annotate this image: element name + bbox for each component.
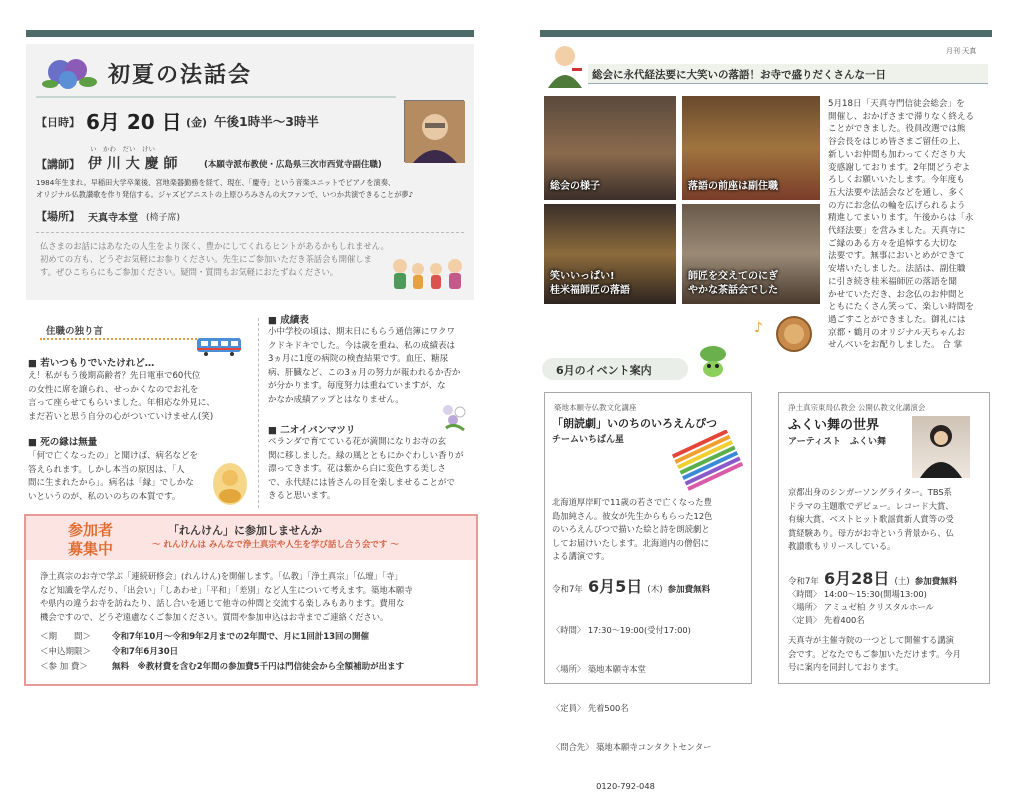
text-line: 病、肝臓など、この3ヵ月の努力が報われるか否か (268, 367, 461, 378)
column-2-heading: ■ 死の縁は無量 (28, 437, 98, 448)
detail-row: 0120-792-048 (552, 781, 655, 791)
intro-line: 仏さまのお話にはあなたの人生をより深く、豊かにしてくれるヒントがあるかもしれません。 (40, 241, 389, 251)
text-line: の女性に席を譲られ、せっかくなのでお礼を (28, 384, 199, 395)
detail-key: ＜期 間＞ (40, 632, 92, 642)
detail-row: 〈定員〉 先着500名 (552, 703, 629, 713)
left-top-bar (26, 30, 474, 37)
detail-row: 〈時間〉 14:00〜15:30(開場13:00) (788, 589, 927, 599)
text-line: 機会ですので、どうぞ遠慮なくご参加ください。質問や参加申込はお寺までご連絡ください。 (40, 611, 389, 622)
text-line: や県内の違うお寺を訪ねたり、話し合いを通じて他寺の仲間と交流する楽しみもあります。費用な (40, 598, 405, 608)
photo-tea-party (682, 204, 820, 304)
speaker-bio-line-1: 1984年生まれ。早稲田大学卒業後、宮地楽器勤務を経て、現在、「慶寺」という音楽ユニットでピアノを演奏、 (36, 178, 396, 187)
place-sub: (椅子席) (146, 213, 181, 223)
column-3-heading: ■ 成績表 (268, 315, 309, 326)
photo-caption: 笑いいっぱい! 桂米福師匠の落語 (550, 271, 630, 296)
text-line: 関に移しました。緑の風とともにかぐわしい香りが (268, 450, 464, 461)
text-line: の方にお念仏の輪を広げられるよう (828, 200, 966, 211)
speaker-portrait (404, 100, 464, 162)
text-line: 安堵いたしました。法話は、副住職 (828, 264, 966, 275)
column-2-text (28, 450, 198, 504)
column-1-text (28, 370, 215, 424)
train-icon (196, 336, 242, 356)
text-line: 代経法要」を営みました。天真寺に (828, 226, 966, 237)
event-1-era: 令和7年 (552, 585, 583, 595)
event-1-text (552, 496, 712, 564)
column-1-heading: ■ 若いつもりでいたけれど… (28, 358, 155, 369)
detail-key: ＜参 加 費＞ (40, 662, 88, 672)
text-line: 谷会長をはじめ皆さまご留任の上、 (828, 137, 966, 148)
event-1-organizer: 築地本願寺仏教文化講座 (554, 403, 637, 412)
text-line: ことができました。役員改選では熊 (828, 124, 966, 135)
text-line: まだ若いと思う自分の心がついていけません(笑) (28, 411, 214, 422)
recruit-badge-top: 参加者 (68, 521, 114, 539)
place-value: 天真寺本堂 (88, 213, 138, 224)
event-2-details (788, 588, 934, 627)
text-line: 変感謝しております。2年間どうぞよ (828, 162, 971, 173)
place-label: 【場所】 (36, 210, 80, 223)
text-line: せんべいをお配りしました。 合 掌 (828, 340, 963, 351)
detail-row: 〈場所〉 アミュゼ柏 クリスタルホール (788, 602, 934, 612)
text-line: が分かります。毎度努力は重ねていますが、な (268, 381, 446, 391)
text-line: 「何で亡くなったの」と聞けば、病名などを (28, 451, 199, 461)
detail-value: 令和7年10月〜令和9年2月までの2年間で、月に1回計13回の開催 (112, 632, 370, 642)
photo-opening-act (682, 96, 820, 200)
text-line: 京都出身のシンガーソングライター。TBS系 (788, 487, 952, 497)
text-line: 有線大賞、ベストヒット歌謡賞新人賞等の受 (788, 514, 954, 524)
text-line: 開催し、おかげさまで滞りなく終える (828, 111, 975, 122)
text-line: してお届けいたします。北海道内の僧侶に (552, 537, 709, 548)
events-title: 6月のイベント案内 (556, 364, 652, 377)
text-line: 島加純さん。彼女が先生からもらった12色 (552, 510, 713, 521)
renken-details (40, 630, 404, 675)
event-2-subtitle: アーティスト ふくい舞 (788, 437, 887, 447)
text-line: 3ヵ月に1度の病院の検査結果です。血圧、糖尿 (268, 354, 449, 364)
renken-title: 「れんけん」に参加しませんか (168, 524, 322, 537)
text-line: 漂ってきます。花は紫から白に変色する美しさ (268, 464, 446, 474)
detail-value: 令和7年6月30日 (112, 647, 179, 657)
recruit-badge (52, 516, 146, 560)
text-line: 五大法要や法話会などを通し、多く (828, 187, 966, 198)
date-weekday: (金) (186, 116, 208, 129)
right-top-bar (540, 30, 992, 37)
event-2-text (788, 486, 954, 554)
text-line: 精進してまいります。午後からは「永 (828, 213, 974, 224)
text-line: 5月18日「天真寺門信徒会総会」を (828, 99, 965, 109)
event-2-organizer: 浄土真宗東局仏教会 公開仏教文化講演会 (788, 403, 926, 412)
event-2-weekday: (土) (894, 577, 910, 587)
text-line: のいろえんぴつで描いた絵と詩を朗読劇と (552, 524, 710, 534)
column-3-text (268, 326, 460, 407)
text-line: に引き続き桂米福師匠の落語を聞 (828, 276, 957, 287)
text-line: クドキドキでした。今は歳を重ね、私の成績表は (268, 340, 456, 351)
page-title: 初夏の法話会 (108, 63, 253, 88)
date-time: 午後1時半〜3時半 (214, 114, 319, 129)
text-line: 新しいお仲間も加わってくださり大 (828, 149, 966, 160)
event-2-date: 6月28日 (824, 569, 890, 588)
text-line: かなか成績アップとはなりません。 (268, 394, 404, 405)
date-label: 【日時】 (36, 116, 80, 129)
renken-text (40, 570, 413, 624)
text-line: いというのが、私のいのちの本質です。 (28, 491, 181, 502)
text-line: ドラマの主題歌でデビュー。レコード大賞、 (788, 500, 954, 511)
text-line: 京都・鶴月のオリジナル天ちゃんお (828, 327, 966, 338)
event-2-title: ふくい舞の世界 (788, 418, 880, 433)
photo-caption: 総会の様子 (550, 181, 600, 192)
speaker-bio-line-2: オリジナル仏教讃歌を作り発信する。ジャズピアニストの上原ひろみさんの大ファンで、いつか共演できることが夢♪ (36, 190, 414, 199)
text-line: え！私がもう後期高齢者？先日電車で60代位 (28, 371, 201, 381)
photo-general-meeting (544, 96, 676, 200)
detail-row (40, 645, 404, 660)
detail-row: 〈時間〉 17:30〜19:00(受付17:00) (552, 625, 691, 635)
text-line: 答えられます。しかし本当の原因は、「人 (28, 464, 185, 475)
text-line: 北海道厚岸町で11歳の若さで亡くなった豊 (552, 497, 712, 507)
speaker-title: (本願寺派布教使・広島県三次市西覚寺副住職) (204, 160, 382, 170)
detail-value: 無料 ※教材費を含む2年間の参加費5千円は門信徒会から全額補助が出ます (112, 662, 405, 672)
event-1-weekday: (木) (647, 585, 663, 595)
svg-text:♪: ♪ (754, 320, 763, 336)
report-text (828, 98, 974, 352)
speaker-label: 【講師】 (36, 158, 80, 171)
event-1-date-row (552, 574, 710, 597)
title-divider (36, 96, 396, 98)
detail-key: ＜申込期限＞ (40, 647, 92, 657)
intro-line: 初めての方も、どうぞお気軽にお参りください。先生にご参加いただき茶話会も開催しま (40, 254, 372, 264)
text-line: ベランダで育てている花が満開になりお寺の玄 (268, 437, 447, 447)
intro-line: す。ぜひこちらにもご参加ください。疑問・質問もお気軽におたずねください。 (40, 267, 339, 277)
text-line: 法要です。無事においとめができて (828, 251, 965, 262)
family-illustration (390, 256, 470, 292)
photo-caption: 師匠を交えてのにぎ やかな茶話会でした (688, 271, 778, 296)
text-line: きると思います。 (268, 491, 336, 501)
rakugo-illustration (544, 42, 586, 88)
photo-caption: 落語の前座は副住職 (688, 181, 778, 192)
photo-rakugo (544, 204, 676, 304)
column-4-heading: ■ 二オイバンマツリ (268, 425, 356, 436)
column-divider (258, 318, 259, 508)
text-line: かせていただき、お念仏のお仲間と (828, 289, 966, 300)
detail-row: 〈場所〉 築地本願寺本堂 (552, 664, 646, 674)
detail-row (40, 630, 404, 645)
flower-illustration (436, 398, 472, 434)
text-line: よる講演です。 (552, 551, 610, 561)
colored-pencils-illustration (670, 430, 746, 492)
place-divider (36, 232, 464, 233)
report-headline: 総会に永代経法要に大笑いの落語！お寺で盛りだくさんな一日 (592, 69, 886, 81)
text-line: 言って座らせてもらいました。年相応な外見に、 (28, 398, 215, 408)
event-1-subtitle: チームいちばん星 (552, 435, 625, 445)
buddha-illustration (212, 462, 248, 506)
column-4-text (268, 436, 464, 504)
text-line: ともにたくさん笑って、楽しい時間を (828, 302, 974, 313)
detail-row: 〈問合先〉 築地本願寺コンタクトセンター (552, 742, 712, 752)
event-2-fee: 参加費無料 (914, 577, 958, 587)
text-line: 会です。どなたでもご参加いただけます。今月 (788, 648, 961, 659)
text-line: 過ごすことができました。御礼には (828, 314, 966, 325)
speaker-ruby: い かわ だい けい (90, 145, 155, 153)
speaker-name: 伊 川 大 慶 師 (88, 156, 178, 172)
text-line: 浄土真宗のお寺で学ぶ「連続研修会」(れんけん)を開催します。「仏教」「浄土真宗」「仏壇」「寺」 (40, 571, 403, 581)
frog-icon (698, 344, 728, 378)
column-title: 住職の独り言 (46, 326, 104, 337)
text-line: など知識を学んだり、「出会い」「しあわせ」「平和」「差別」など人生について考えます。築地本願寺 (40, 584, 413, 595)
detail-row (40, 660, 404, 675)
text-line: 号に案内を同封しております。 (788, 662, 904, 672)
senbei-illustration (754, 314, 818, 354)
event-1-title: 「朗読劇」いのちのいろえんぴつ (552, 417, 717, 430)
detail-row: 〈定員〉 先着400名 (788, 615, 865, 625)
text-line: ろしくお願いいたします。今年度も (828, 175, 965, 186)
event-1-fee: 参加費無料 (667, 585, 711, 595)
event-2-era: 令和7年 (788, 577, 819, 587)
recruit-badge-bottom: 募集中 (68, 540, 114, 558)
hydrangea-icon (42, 54, 98, 92)
artist-photo (912, 416, 970, 478)
event-2-note (788, 634, 961, 675)
text-line: 天真寺が主催寺院の一つとして開催する講演 (788, 635, 954, 645)
event-1-date: 6月5日 (588, 577, 643, 596)
text-line: 間に生まれたから」。病名は「縁」でしかな (28, 478, 194, 488)
text-line: 教讃歌もリリースしている。 (788, 541, 896, 551)
text-line: 賞経験あり。母方がお寺という背景から、仏 (788, 527, 954, 538)
text-line: で、永代経には皆さんの目を楽しませることがで (268, 477, 455, 488)
event-1-details (552, 598, 711, 806)
event-2-date-row (788, 566, 957, 589)
intro-text (40, 240, 389, 279)
date-main: 6月 20 日 (86, 110, 182, 134)
masthead: 月刊 天真 (946, 47, 977, 55)
text-line: 小中学校の頃は、期末日にもらう通信簿にワクワ (268, 327, 456, 337)
renken-subtitle: 〜 れんけんは みんなで浄土真宗や人生を学び話し合う会です 〜 (152, 540, 399, 550)
text-line: ご縁のある方々を追悼する大切な (828, 238, 957, 249)
